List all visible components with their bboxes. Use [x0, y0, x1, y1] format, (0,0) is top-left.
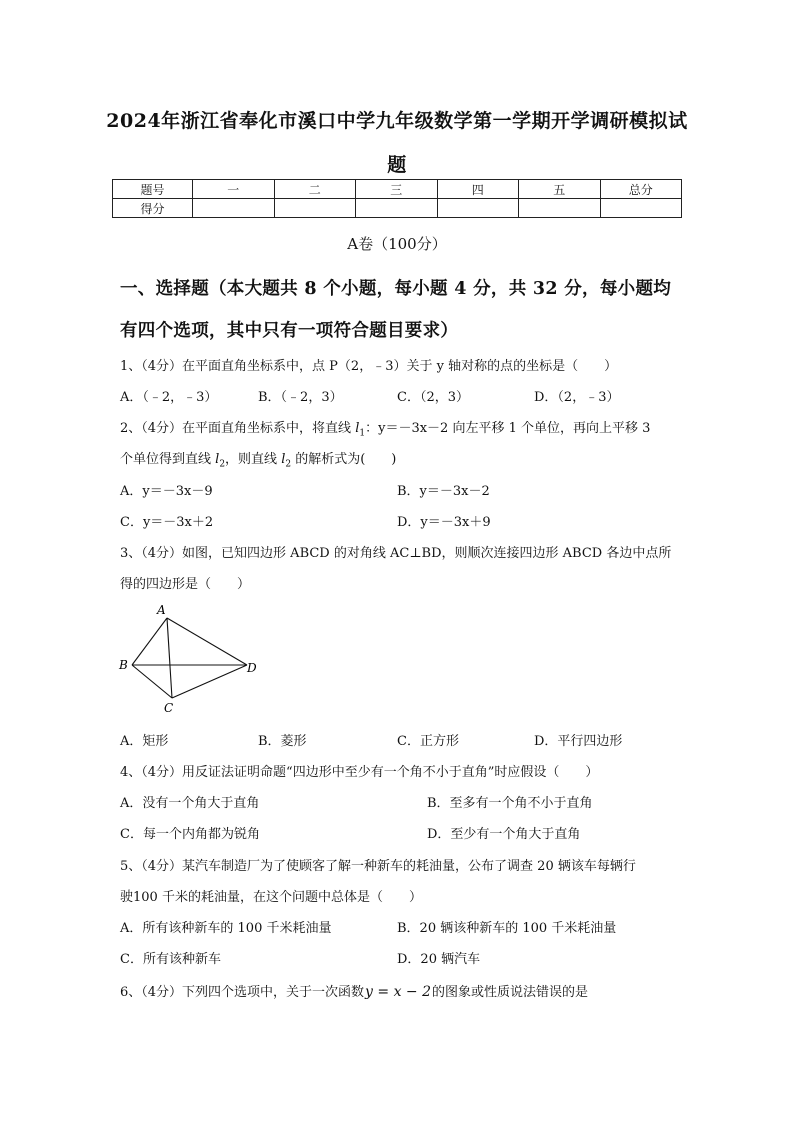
section-heading-continued: 有四个选项，其中只有一项符合题目要求） — [120, 321, 459, 341]
question-2-option-a[interactable]: A．y＝－3x－9 — [120, 484, 213, 499]
line-subscript: 1 — [359, 428, 366, 439]
question-1-stem: 1、（4分）在平面直角坐标系中，点 P（2，﹣3）关于 y 轴对称的点的坐标是（ ） — [120, 359, 618, 374]
question-3-option-c[interactable]: C．正方形 — [397, 734, 459, 749]
question-1-option-d[interactable]: D．（2，﹣3） — [534, 390, 620, 405]
question-6-text: 6、（4分）下列四个选项中，关于一次函数 — [120, 985, 365, 1000]
edge-cd — [172, 665, 247, 698]
edge-ad — [167, 618, 247, 665]
score-table-header-cell: 二 — [274, 180, 356, 199]
vertex-label-d: D — [247, 661, 257, 675]
score-table-header-cell: 五 — [519, 180, 601, 199]
score-cell[interactable] — [274, 199, 356, 218]
line-symbol: l — [281, 452, 286, 467]
score-cell[interactable] — [437, 199, 519, 218]
function-formula: y = x − 2 — [365, 984, 432, 1000]
question-1-option-a[interactable]: A．（﹣2，﹣3） — [120, 390, 218, 405]
section-heading: 一、选择题（本大题共 8 个小题，每小题 4 分，共 32 分，每小题均 — [120, 279, 672, 299]
question-2-option-b[interactable]: B．y＝－3x－2 — [397, 484, 490, 499]
score-table-header-cell: 四 — [437, 180, 519, 199]
question-5-stem: 5、（4分）某汽车制造厂为了使顾客了解一种新车的耗油量，公布了调查 20 辆该车每辆行 — [120, 859, 636, 874]
question-5-option-d[interactable]: D．20 辆汽车 — [397, 952, 481, 967]
score-cell[interactable] — [600, 199, 682, 218]
score-table — [112, 179, 682, 218]
page-title: 2024年浙江省奉化市溪口中学九年级数学第一学期开学调研模拟试 — [106, 110, 688, 132]
edge-bc — [132, 665, 172, 698]
question-2-option-d[interactable]: D．y＝－3x＋9 — [397, 515, 491, 530]
question-2-text: 个单位得到直线 — [120, 452, 216, 467]
question-3-option-a[interactable]: A．矩形 — [120, 734, 169, 749]
volume-label: A卷（100分） — [347, 235, 447, 253]
line-subscript: 2 — [219, 459, 226, 470]
score-cell[interactable] — [356, 199, 438, 218]
question-2-text: 的解析式为( ) — [291, 452, 397, 467]
score-table-header-row — [113, 180, 682, 199]
question-3-option-d[interactable]: D．平行四边形 — [534, 734, 623, 749]
page-title-continued: 题 — [387, 154, 407, 176]
line-symbol: l — [355, 421, 360, 436]
question-6-text: 的图象或性质说法错误的是 — [432, 985, 589, 1000]
question-1-option-c[interactable]: C．（2，3） — [397, 390, 469, 405]
question-4-option-a[interactable]: A．没有一个角大于直角 — [120, 796, 260, 811]
score-table-score-row — [113, 199, 682, 218]
question-4-option-d[interactable]: D．至少有一个角大于直角 — [427, 827, 581, 842]
score-table-header-cell: 总分 — [600, 180, 682, 199]
question-1-option-b[interactable]: B．（﹣2，3） — [258, 390, 343, 405]
line-symbol: l — [215, 452, 220, 467]
question-4-option-b[interactable]: B．至多有一个角不小于直角 — [427, 796, 593, 811]
question-3-stem-continued: 得的四边形是（ ） — [120, 577, 251, 592]
score-table-header-cell: 三 — [356, 180, 438, 199]
question-2-option-c[interactable]: C．y＝－3x＋2 — [120, 515, 214, 530]
quadrilateral-figure — [112, 598, 272, 718]
question-6-stem — [120, 981, 588, 1000]
vertex-label-a: A — [157, 603, 166, 617]
question-2-stem — [120, 417, 650, 439]
question-3-option-b[interactable]: B．菱形 — [258, 734, 307, 749]
line-subscript: 2 — [285, 459, 292, 470]
vertex-label-c: C — [164, 701, 174, 715]
score-table-header-cell: 题号 — [113, 180, 193, 199]
question-5-option-b[interactable]: B．20 辆该种新车的 100 千米耗油量 — [397, 921, 617, 936]
score-table-header-cell: 一 — [193, 180, 275, 199]
question-4-stem: 4、（4分）用反证法证明命题“四边形中至少有一个角不小于直角”时应假设（ ） — [120, 765, 599, 780]
score-cell[interactable] — [519, 199, 601, 218]
question-2-text: 2、（4分）在平面直角坐标系中，将直线 — [120, 421, 356, 436]
question-5-option-c[interactable]: C．所有该种新车 — [120, 952, 221, 967]
question-5-stem-continued: 驶100 千米的耗油量，在这个问题中总体是（ ） — [120, 890, 422, 905]
score-cell[interactable] — [193, 199, 275, 218]
vertex-label-b: B — [119, 658, 128, 672]
question-2-text: ：y＝－3x－2 向左平移 1 个单位，再向上平移 3 — [365, 421, 651, 436]
question-3-stem: 3、（4分）如图，已知四边形 ABCD 的对角线 AC⊥BD，则顺次连接四边形 ABCD 各边中点所 — [120, 546, 672, 561]
question-2-stem-continued — [120, 448, 396, 470]
score-row-label: 得分 — [113, 199, 193, 218]
diagonal-ac — [167, 618, 172, 698]
edge-ab — [132, 618, 167, 665]
question-2-text: ，则直线 — [225, 452, 282, 467]
question-4-option-c[interactable]: C．每一个内角都为锐角 — [120, 827, 260, 842]
question-5-option-a[interactable]: A．所有该种新车的 100 千米耗油量 — [120, 921, 332, 936]
